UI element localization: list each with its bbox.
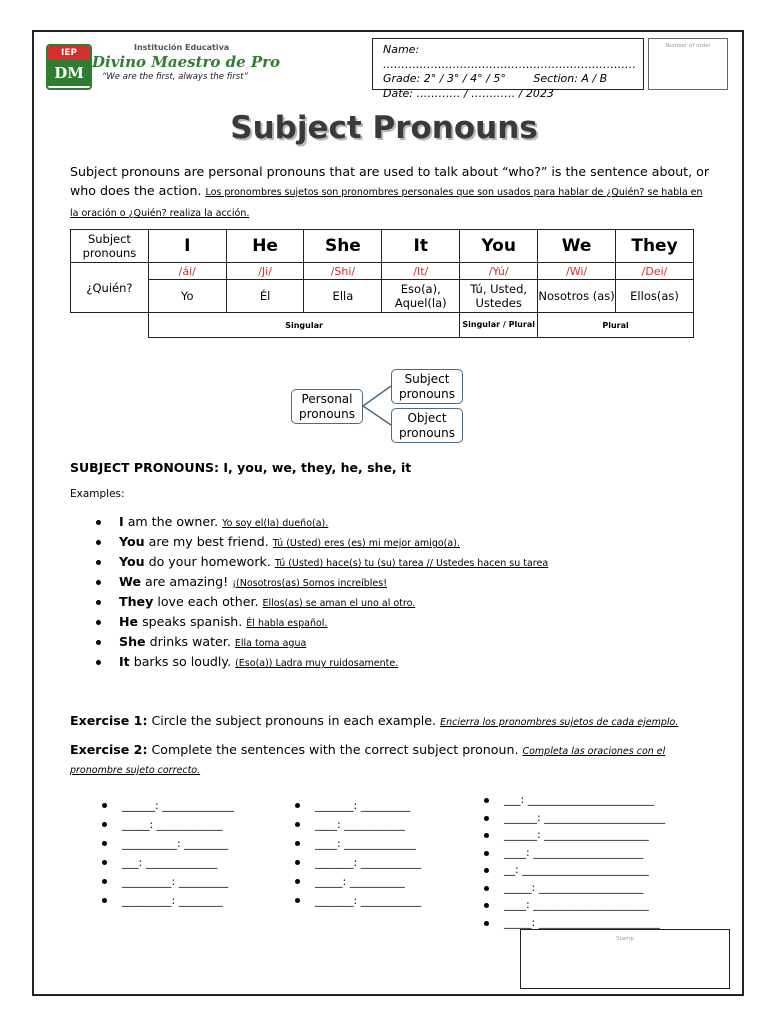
example-translation: Tú (Usted) eres (es) mi mejor amigo(a). [272,538,460,549]
blank-line[interactable]: __________: ________ [122,837,229,850]
stamp-box [520,929,730,989]
subject-pronouns-heading: SUBJECT PRONOUNS: I, you, we, they, he, she, it [70,460,412,475]
list-item [96,532,696,552]
singular-plural-cell: Singular / Plural [460,313,538,338]
exercise-1-text: Circle the subject pronouns in each example. [147,713,437,728]
blank-line[interactable]: _____: __________ [315,875,405,888]
blank-line[interactable]: ____: _____________________ [504,898,649,911]
table-cell: /Wi/ [538,263,616,280]
exercise-2-text: Complete the sentences with the correct subject pronoun. [147,742,519,757]
examples-list [96,512,696,672]
example-pronoun: It [119,654,130,669]
example-sentence: drinks water. [145,634,231,649]
list-item [96,652,696,672]
example-translation: Tú (Usted) hace(s) tu (su) tarea // Ustedes hacen su tarea [274,558,549,569]
blank-line[interactable]: _____: ___________________ [504,880,644,894]
school-name: Divino Maestro de Pro [92,53,281,71]
grade-line: Grade: 2° / 3° / 4° / 5° [383,72,506,85]
table-cell: /It/ [382,263,460,280]
list-item [96,572,696,592]
bullet-icon [102,879,107,884]
blank-line[interactable]: ___: _____________ [122,856,218,869]
table-cell: /Ji/ [226,263,304,280]
list-item[interactable] [100,872,234,891]
blank-line[interactable]: ____: _____________ [315,837,416,850]
bullet-icon [102,841,107,846]
blanks-column-2 [293,796,421,910]
blank-line[interactable]: _________: ________ [122,894,223,907]
blank-line[interactable]: ______: _____________ [122,799,234,812]
name-line[interactable]: Name: …………………………………………………………… [383,43,636,71]
example-sentence: are amazing! [140,574,229,589]
bullet-icon [484,833,489,838]
blanks-column-3 [482,791,665,931]
exercise-1 [70,712,710,731]
example-sentence: am the owner. [123,514,219,529]
table-cell: He [226,230,304,263]
section-line: Section: A / B [533,72,608,85]
order-number-label: Number of order [665,43,711,49]
bullet-icon [484,921,489,926]
list-item[interactable] [482,844,665,862]
bullet-icon [484,851,489,856]
table-cell: /Shi/ [304,263,382,280]
bullet-icon [102,898,107,903]
bullet-icon [484,798,489,803]
example-translation: Él habla español. [246,618,328,629]
blank-line[interactable]: ______: ______________________ [504,810,666,824]
table-cell: Eso(a), Aquel(la) [382,280,460,313]
table-cell: Tú, Usted, Ustedes [460,280,538,313]
blank-line[interactable]: _______: ___________ [315,894,422,907]
list-item[interactable] [293,796,421,815]
table-cell: /Yú/ [460,263,538,280]
table-cell: She [304,230,382,263]
list-item[interactable] [100,834,234,853]
table-cell: Ella [304,280,382,313]
bullet-icon [96,660,101,665]
table-cell: Yo [148,280,226,313]
list-item [96,552,696,572]
list-item [96,592,696,612]
table-cell: It [382,230,460,263]
diagram-object-pronouns: Object pronouns [391,408,463,443]
example-pronoun: I [119,514,124,529]
bullet-icon [102,822,107,827]
exercise-1-spanish: Encierra los pronombres sujetos de cada ejemplo. [440,717,679,728]
list-item[interactable] [100,853,234,872]
intro-spanish: Los pronombres sujetos son pronombres personales que son usados para hablar de ¿Quién? se habla en la oración o ¿Quién? realiza la acción. [70,187,703,219]
example-translation: ¡(Nosotros(as) Somos increíbles! [232,578,388,589]
logo-bottom-text: DM [48,60,90,86]
example-sentence: love each other. [153,594,259,609]
example-pronoun: She [119,634,146,649]
bullet-icon [102,860,107,865]
list-item[interactable] [293,891,421,910]
table-cell: /Dei/ [616,263,694,280]
example-translation: Ellos(as) se aman el uno al otro. [262,598,416,609]
table-cell: Él [226,280,304,313]
blank-line[interactable]: ____: ____________________ [504,845,644,859]
blank-line[interactable]: _________: _________ [122,875,229,888]
row-label-quien: ¿Quién? [71,263,149,313]
example-pronoun: He [119,614,139,629]
school-motto: “We are the first, always the first” [102,72,248,82]
bullet-icon [295,879,300,884]
example-translation: (Eso(a)) Ladra muy ruidosamente. [235,658,399,669]
blank-line[interactable]: _______: ___________ [315,856,422,869]
example-translation: Ella toma agua [234,638,307,649]
exercise-2-spanish: Completa las oraciones con el pronombre sujeto correcto. [70,746,666,776]
bullet-icon [96,640,101,645]
examples-label: Examples: [70,488,125,500]
blanks-column-1 [100,796,234,910]
list-item[interactable] [482,826,665,844]
table-cell: They [616,230,694,263]
stamp-label: Stamp [616,936,634,942]
table-cell: You [460,230,538,263]
intro-english: Subject pronouns are personal pronouns that are used to talk about “who?” is the sentence about, or who does the action. [70,164,710,198]
bullet-icon [96,540,101,545]
blank-line[interactable]: _____: ____________ [122,818,223,831]
date-line[interactable]: Date: ………… / ………… / 2023 [383,86,554,100]
blank-line[interactable]: ___: _______________________ [504,793,655,806]
bullet-icon [96,520,101,525]
bullet-icon [484,868,489,873]
list-item[interactable] [293,834,421,853]
list-item[interactable] [482,861,665,879]
school-type: Institución Educativa [134,43,230,52]
table-cell: /ái/ [148,263,226,280]
bullet-icon [484,886,489,891]
exercise-2 [70,741,710,779]
bullet-icon [295,822,300,827]
blank-line[interactable]: ____: ___________ [315,818,405,831]
plural-cell: Plural [538,313,694,338]
bullet-icon [484,903,489,908]
blank-line[interactable]: ______: ___________________ [504,828,649,841]
list-item[interactable] [100,815,234,834]
singular-cell: Singular [148,313,459,338]
table-cell: Ellos(as) [616,280,694,313]
table-cell: Nosotros (as) [538,280,616,313]
table-cell: I [148,230,226,263]
row-label-subject-pronouns: Subject pronouns [71,230,149,263]
example-pronoun: They [119,594,154,609]
list-item[interactable] [482,791,665,809]
example-sentence: barks so loudly. [129,654,232,669]
exercise-1-label: Exercise 1: [70,713,148,728]
blank-line[interactable]: _____: ______________________ [504,915,660,929]
bullet-icon [96,620,101,625]
logo-top-text: IEP [48,46,90,60]
bullet-icon [102,803,107,808]
list-item[interactable] [482,809,665,827]
example-translation: Yo soy el(la) dueño(a). [222,518,329,529]
exercise-2-label: Exercise 2: [70,742,148,757]
bullet-icon [96,580,101,585]
list-item[interactable] [293,872,421,891]
list-item[interactable] [482,879,665,897]
bullet-icon [484,816,489,821]
example-sentence: are my best friend. [144,534,269,549]
diagram-subject-pronouns: Subject pronouns [391,369,463,404]
list-item[interactable] [100,891,234,910]
blank-line[interactable]: _______: _________ [315,799,411,812]
diagram-personal-pronouns: Personal pronouns [291,389,363,424]
table-cell: We [538,230,616,263]
list-item [96,512,696,532]
example-pronoun: You [119,534,145,549]
bullet-icon [295,841,300,846]
example-sentence: do your homework. [144,554,271,569]
example-pronoun: You [119,554,145,569]
blank-line[interactable]: __: _______________________ [504,863,649,876]
list-item[interactable] [293,853,421,872]
list-item[interactable] [293,815,421,834]
example-pronoun: We [119,574,141,589]
list-item[interactable] [482,896,665,914]
example-sentence: speaks spanish. [138,614,243,629]
bullet-icon [295,898,300,903]
bullet-icon [295,803,300,808]
list-item[interactable] [100,796,234,815]
list-item [96,612,696,632]
list-item [96,632,696,652]
page-title: Subject Pronouns [230,110,538,146]
bullet-icon [295,860,300,865]
bullet-icon [96,600,101,605]
bullet-icon [96,560,101,565]
